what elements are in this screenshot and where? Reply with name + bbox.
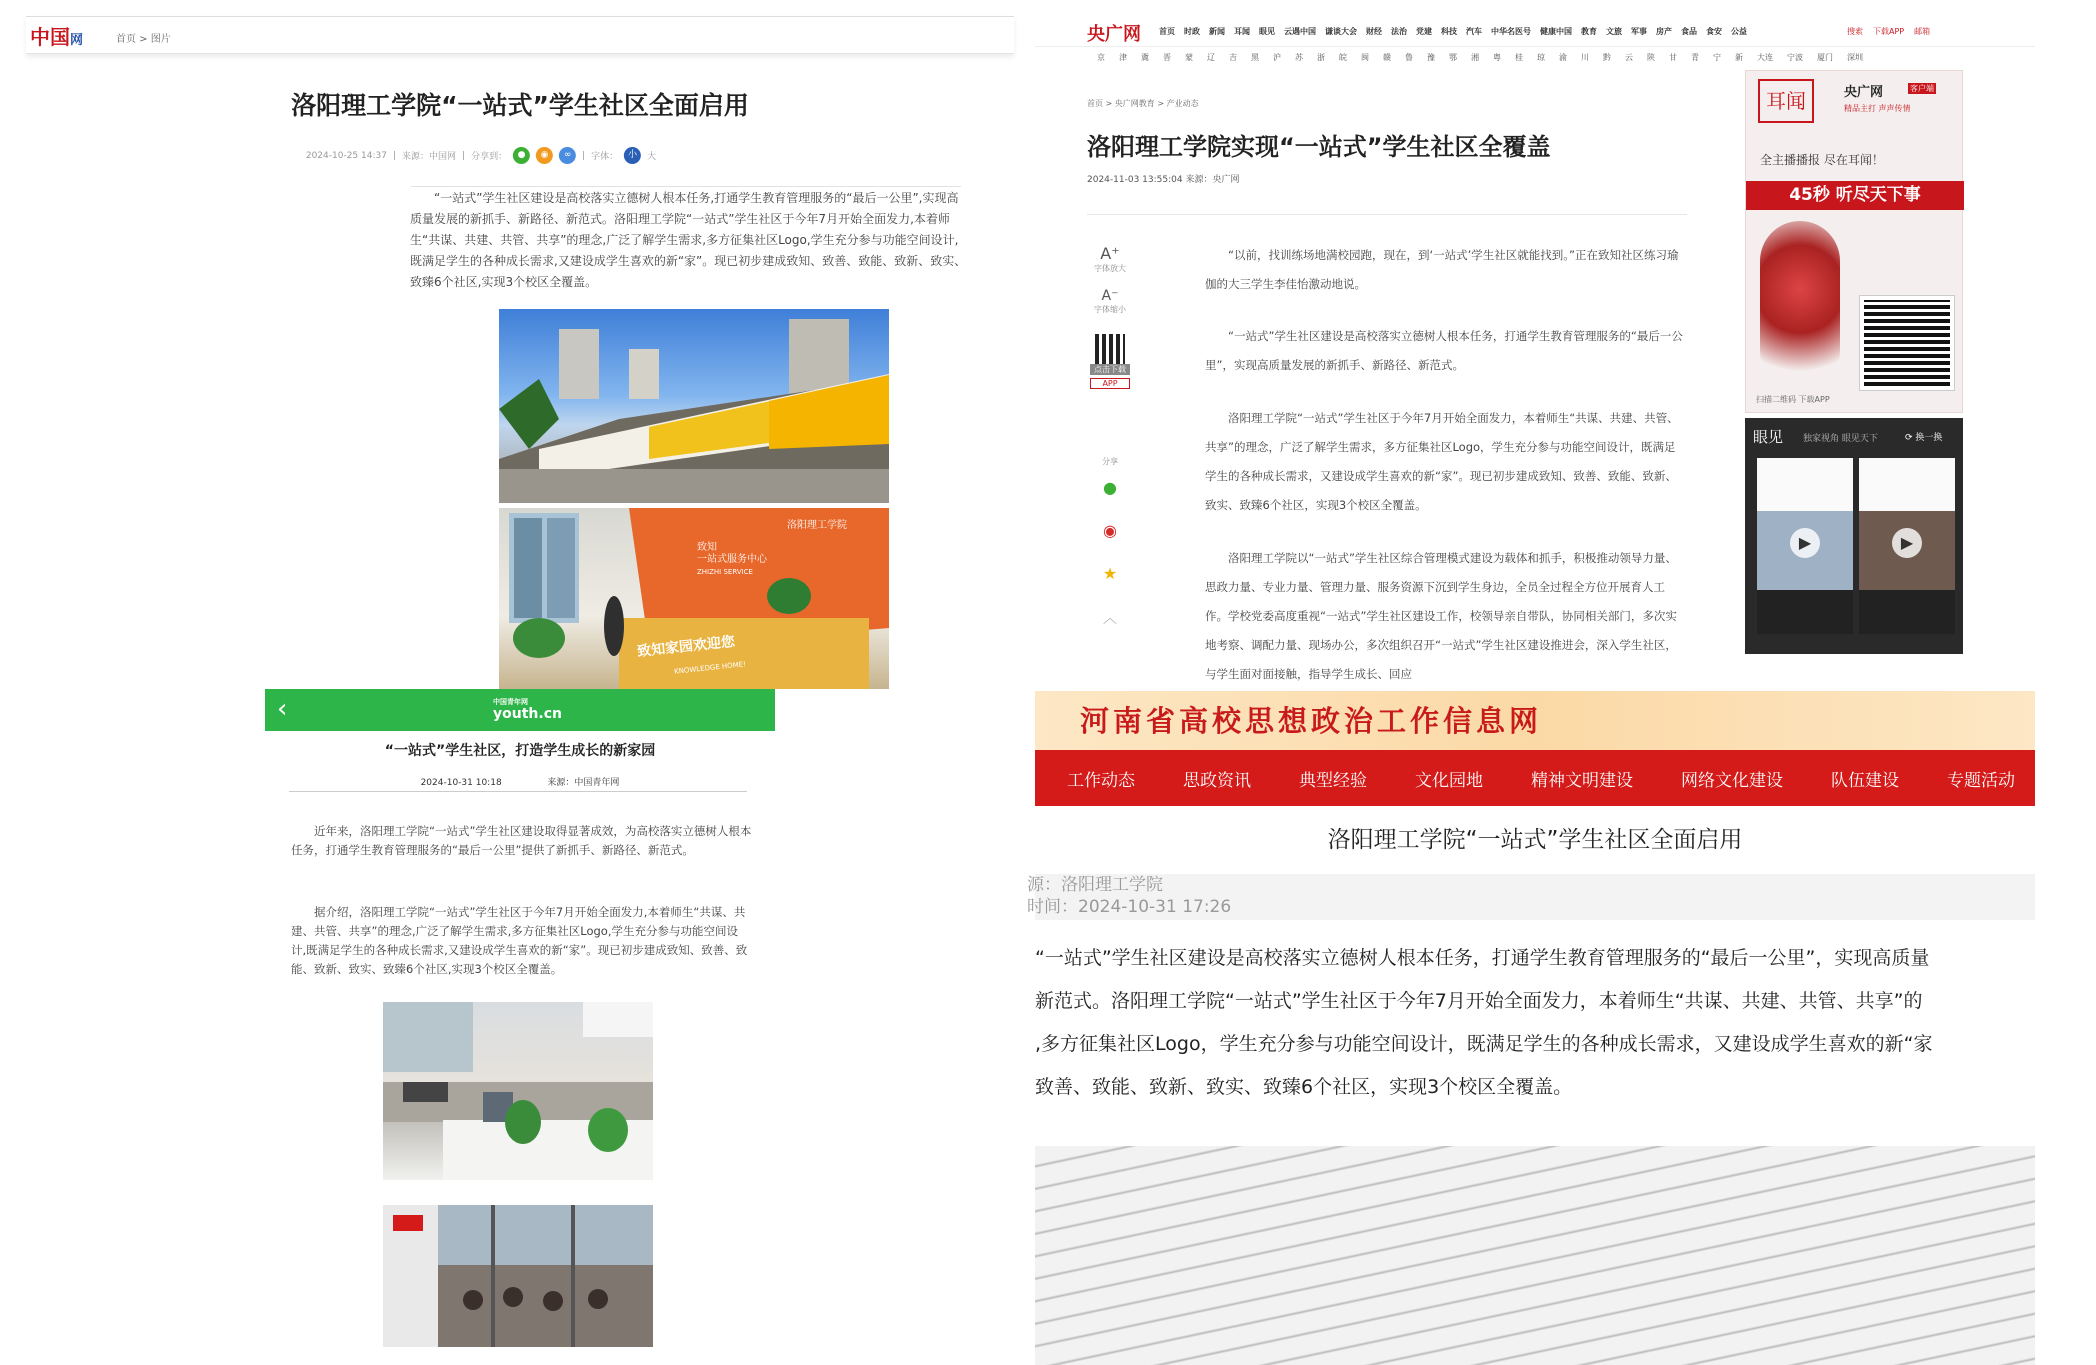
province-link[interactable]: 京 bbox=[1097, 53, 1105, 62]
article-source: 来源：央广网 bbox=[1185, 175, 1240, 185]
nav-item[interactable]: 典型经验 bbox=[1299, 770, 1367, 791]
nav-item[interactable]: 云遇中国 bbox=[1284, 27, 1316, 36]
province-link[interactable]: 冀 bbox=[1141, 53, 1149, 62]
nav-item[interactable]: 教育 bbox=[1581, 27, 1597, 36]
province-link[interactable]: 吉 bbox=[1229, 53, 1237, 62]
nav-item[interactable]: 邮箱 bbox=[1914, 27, 1931, 36]
province-link[interactable]: 晋 bbox=[1163, 53, 1171, 62]
ad-line: 全主播播报 尽在耳闻！ bbox=[1760, 153, 1884, 167]
app-ad-banner[interactable] bbox=[1745, 70, 1963, 413]
nav-item[interactable]: 法治 bbox=[1391, 27, 1407, 36]
article-date: 2024-11-03 13:55:04 bbox=[1087, 175, 1183, 185]
province-link[interactable]: 黑 bbox=[1251, 53, 1259, 62]
qr-code-icon bbox=[1095, 334, 1125, 364]
chinanet-logo[interactable]: 中国网 bbox=[30, 25, 84, 49]
study-room-photo bbox=[383, 1205, 653, 1347]
nav-item[interactable]: 下载APP bbox=[1873, 27, 1905, 36]
campus-building-photo bbox=[499, 309, 889, 503]
province-link[interactable]: 湘 bbox=[1471, 53, 1479, 62]
welcome-desk-text: 致知家园欢迎您 bbox=[636, 633, 736, 661]
nav-item[interactable]: 军事 bbox=[1631, 27, 1647, 36]
article-paragraph-1: “以前，找训练场地满校园跑，现在，到‘一站式’学生社区就能找到。”正在致知社区练习瑜伽的大三学生李佳怡激动地说。 bbox=[1205, 248, 1679, 291]
province-link[interactable]: 皖 bbox=[1339, 53, 1347, 62]
nav-item[interactable]: 队伍建设 bbox=[1831, 770, 1899, 791]
refresh-button[interactable]: ⟳ 换一换 bbox=[1905, 433, 1943, 443]
font-enlarge-button[interactable]: A⁺ 字体放大 bbox=[1094, 244, 1126, 273]
community-lounge-photo bbox=[383, 1002, 653, 1180]
nav-item[interactable]: 思政资讯 bbox=[1183, 770, 1251, 791]
divider bbox=[289, 791, 747, 792]
article-paragraph: “一站式”学生社区建设是高校落实立德树人根本任务,打通学生教育管理服务的“最后一公里”,实现高质量发展的新抓手、新路径、新范式。洛阳理工学院“一站式”学生社区于今年7月开始全面发力,本着师生“共谋、共建、共管、共享”的理念,广泛了解学生需求,多方征集社区Logo,学生充分参与功能空间设计,既满足学生的各种成长需求,又建设成学生喜欢的新“家”。现已初步建成致知、致善、致能、致新、致实、致臻6个社区,实现3个校区全覆盖。 bbox=[410, 191, 967, 289]
article-line: 致善、致能、致新、致实、致臻6个社区，实现3个校区全覆盖。 bbox=[1035, 1076, 1573, 1098]
article-date: 2024-10-31 10:18 bbox=[420, 778, 502, 788]
font-size-label: 字体： bbox=[591, 152, 619, 162]
province-link[interactable]: 鄂 bbox=[1449, 53, 1457, 62]
province-link[interactable]: 闽 bbox=[1361, 53, 1369, 62]
nav-item[interactable]: 网络文化建设 bbox=[1681, 770, 1783, 791]
henan-main-nav bbox=[1035, 750, 2080, 806]
play-icon[interactable]: ▶ bbox=[1790, 528, 1820, 558]
wechat-share-icon[interactable]: ● bbox=[513, 147, 530, 164]
breadcrumb[interactable]: 首页 > 央广网教育 > 产业动态 bbox=[1087, 99, 1199, 108]
back-arrow-icon[interactable]: ‹ bbox=[277, 694, 288, 724]
nav-item[interactable]: 首页 bbox=[1159, 27, 1175, 36]
nav-item[interactable]: 中华名医号 bbox=[1491, 27, 1531, 36]
nav-item[interactable]: 食品 bbox=[1681, 27, 1697, 36]
play-icon[interactable]: ▶ bbox=[1892, 528, 1922, 558]
nav-item[interactable]: 食安 bbox=[1706, 27, 1722, 36]
divider bbox=[1087, 214, 1687, 215]
province-link[interactable]: 陕 bbox=[1647, 53, 1655, 62]
province-link[interactable]: 桂 bbox=[1515, 53, 1523, 62]
nav-item[interactable]: 新闻 bbox=[1209, 27, 1225, 36]
nav-item[interactable]: 公益 bbox=[1731, 27, 1747, 36]
article-title: 洛阳理工学院实现“一站式”学生社区全覆盖 bbox=[1087, 133, 1551, 161]
article-paragraph-2: “一站式”学生社区建设是高校落实立德树人根本任务，打通学生教育管理服务的“最后一公里”，实现高质量发展的新抓手、新路径、新范式。 bbox=[1205, 329, 1683, 372]
article-meta bbox=[265, 775, 775, 788]
article-meta: 2024-10-25 14:37 | 来源：中国网 | 分享到： ● ◉ ∞ | 字体： 小 大 bbox=[306, 147, 656, 164]
youth-header bbox=[265, 689, 775, 731]
share-label: 分享 bbox=[1102, 457, 1118, 466]
province-link[interactable]: 琼 bbox=[1537, 53, 1545, 62]
province-link[interactable]: 新 bbox=[1735, 53, 1743, 62]
scroll-top-icon[interactable]: ︿ bbox=[1103, 611, 1117, 627]
nav-item[interactable]: 耳闻 bbox=[1234, 27, 1250, 36]
nav-item[interactable]: 专题活动 bbox=[1947, 770, 2015, 791]
video-widget bbox=[1745, 418, 1963, 654]
province-link[interactable]: 青 bbox=[1691, 53, 1699, 62]
article-title: 洛阳理工学院“一站式”学生社区全面启用 bbox=[291, 91, 749, 120]
nav-item[interactable]: 党建 bbox=[1416, 27, 1432, 36]
wechat-share-icon[interactable]: ● bbox=[1103, 478, 1117, 497]
app-download-button[interactable]: 点击下载 APP bbox=[1090, 334, 1130, 389]
province-link[interactable]: 宁波 bbox=[1787, 53, 1803, 62]
site-banner-title: 河南省高校思想政治工作信息网 bbox=[1080, 704, 1543, 738]
henan-article-panel bbox=[1027, 691, 2080, 1365]
province-link[interactable]: 沪 bbox=[1273, 53, 1281, 62]
article-line: 新范式。洛阳理工学院“一站式”学生社区于今年7月开始全面发力，本着师生“共谋、共建、共管、共享”的 bbox=[1035, 990, 1923, 1012]
ad-brand: 央广网 bbox=[1844, 85, 1884, 100]
province-link[interactable]: 云 bbox=[1625, 53, 1633, 62]
nav-item[interactable]: 文化园地 bbox=[1415, 770, 1483, 791]
article-paragraph-2: 据介绍，洛阳理工学院“一站式”学生社区于今年7月开始全面发力,本着师生“共谋、共建、共管、共享”的理念,广泛了解学生需求,多方征集社区Logo,学生充分参与功能空间设计,既满足学生的各种成长需求,又建设成学生喜欢的新“家”。现已初步建成致知、致善、致能、致新、致实、致臻6个社区,实现3个校区全覆盖。 bbox=[291, 905, 748, 976]
ad-slogan: 精品主打 声声传情 bbox=[1844, 104, 1911, 113]
chinanet-article-panel bbox=[26, 16, 1014, 696]
nav-item[interactable]: 搜索 bbox=[1847, 27, 1863, 36]
article-paragraph-1: 近年来，洛阳理工学院“一站式”学生社区建设取得显著成效，为高校落实立德树人根本任务，打通学生教育管理服务的“最后一公里”提供了新抓手、新路径、新范式。 bbox=[291, 824, 752, 857]
font-shrink-button[interactable]: A⁻ 字体缩小 bbox=[1094, 288, 1126, 314]
province-link[interactable]: 浙 bbox=[1317, 53, 1325, 62]
video-widget-subtitle: 独家视角 眼见天下 bbox=[1803, 434, 1878, 444]
article-source: 源：洛阳理工学院 bbox=[1027, 875, 1163, 895]
link-share-icon[interactable]: ∞ bbox=[559, 147, 576, 164]
nav-item[interactable]: 文旅 bbox=[1606, 27, 1622, 36]
weibo-share-icon[interactable]: ◉ bbox=[1103, 521, 1117, 540]
cnr-top-nav-right bbox=[1847, 26, 1930, 37]
chinanet-header bbox=[26, 16, 1014, 54]
youth-logo[interactable]: 中国青年网 youth.cn bbox=[493, 698, 562, 722]
nav-item[interactable]: 健康中国 bbox=[1540, 27, 1572, 36]
font-large-button[interactable]: 大 bbox=[647, 152, 657, 162]
favorite-star-icon[interactable]: ★ bbox=[1102, 564, 1118, 583]
breadcrumb[interactable]: 首页 > 图片 bbox=[116, 34, 171, 45]
province-link[interactable]: 赣 bbox=[1383, 53, 1391, 62]
building-illustration bbox=[499, 309, 889, 503]
nav-item[interactable]: 科技 bbox=[1441, 27, 1457, 36]
article-paragraph-4: 洛阳理工学院以“一站式”学生社区综合管理模式建设为载体和抓手，积极推动领导力量、思政力量、专业力量、管理力量、服务资源下沉到学生身边，全员全过程全方位开展育人工作。学校党委高度重视“一站式”学生社区建设工作，校领导亲自带队，协同相关部门，多次实地考察、调配力量、现场办公，多次组织召开“一站式”学生社区建设推进会，深入学生社区，与学生面对面接触，指导学生成长、回应 bbox=[1205, 551, 1677, 681]
youth-article-panel bbox=[265, 689, 775, 1365]
nav-item[interactable]: 时政 bbox=[1184, 27, 1200, 36]
province-link[interactable]: 蒙 bbox=[1185, 53, 1193, 62]
article-meta bbox=[1027, 874, 2035, 920]
province-link[interactable]: 宁 bbox=[1713, 53, 1721, 62]
welcome-desk-en: KNOWLEDGE HOME! bbox=[673, 660, 747, 676]
province-link[interactable]: 渝 bbox=[1559, 53, 1567, 62]
cnr-logo[interactable]: 央广网 bbox=[1087, 24, 1141, 45]
ad-badge: 客户端 bbox=[1910, 84, 1934, 93]
service-sign: 致知 一站式服务中心 bbox=[697, 542, 767, 565]
qr-code-icon bbox=[1860, 296, 1954, 390]
ad-headline: 45秒 听尽天下事 bbox=[1746, 181, 1964, 210]
article-time: 时间：2024-10-31 17:26 bbox=[1027, 897, 1232, 917]
article-source: 来源：中国网 bbox=[402, 152, 457, 162]
service-center-photo bbox=[499, 508, 889, 689]
ceiling-photo bbox=[1035, 1146, 2035, 1365]
province-link[interactable]: 苏 bbox=[1295, 53, 1303, 62]
font-small-button[interactable]: 小 bbox=[624, 147, 641, 164]
divider bbox=[1035, 46, 2035, 47]
service-sign-en: ZHIZHI SERVICE bbox=[697, 568, 753, 576]
video-widget-title: 眼见 bbox=[1753, 428, 1784, 446]
nav-item[interactable]: 汽车 bbox=[1466, 27, 1482, 36]
article-date: 2024-10-25 14:37 bbox=[305, 150, 387, 161]
province-link[interactable]: 辽 bbox=[1207, 53, 1215, 62]
province-link[interactable]: 粤 bbox=[1493, 53, 1501, 62]
province-nav bbox=[1097, 52, 1863, 63]
article-source: 来源：中国青年网 bbox=[547, 778, 620, 788]
video-card[interactable] bbox=[1757, 458, 1853, 634]
ad-qr-caption: 扫描二维码 下载APP bbox=[1756, 395, 1830, 404]
nav-item[interactable]: 精神文明建设 bbox=[1531, 770, 1633, 791]
nav-item[interactable]: 房产 bbox=[1656, 27, 1672, 36]
share-label: 分享到： bbox=[471, 152, 508, 162]
cnr-article-panel bbox=[1035, 16, 2035, 690]
province-link[interactable]: 豫 bbox=[1427, 53, 1435, 62]
province-link[interactable]: 大连 bbox=[1757, 53, 1773, 62]
article-title: 洛阳理工学院“一站式”学生社区全面启用 bbox=[1327, 827, 1743, 853]
article-title: “一站式”学生社区，打造学生成长的新家园 bbox=[384, 743, 656, 759]
nav-item[interactable]: 思 bbox=[2063, 770, 2080, 791]
service-center-illustration bbox=[499, 508, 889, 689]
divider bbox=[411, 186, 961, 187]
ad-logo: 耳闻 bbox=[1758, 79, 1814, 123]
province-link[interactable]: 鲁 bbox=[1405, 53, 1413, 62]
province-link[interactable]: 川 bbox=[1581, 53, 1589, 62]
nav-item[interactable]: 谦谈大会 bbox=[1325, 27, 1357, 36]
microphone-graphic bbox=[1760, 221, 1840, 391]
weibo-share-icon[interactable]: ◉ bbox=[536, 147, 553, 164]
nav-item[interactable]: 工作动态 bbox=[1067, 770, 1135, 791]
article-meta bbox=[1087, 172, 1239, 185]
article-line: ,多方征集社区Logo，学生充分参与功能空间设计，既满足学生的各种成长需求，又建设成学生喜欢的新“家 bbox=[1035, 1033, 1933, 1055]
province-link[interactable]: 厦门 bbox=[1817, 53, 1833, 62]
article-line: “一站式”学生社区建设是高校落实立德树人根本任务，打通学生教育管理服务的“最后一公里”，实现高质量 bbox=[1035, 947, 1930, 969]
province-link[interactable]: 甘 bbox=[1669, 53, 1677, 62]
cnr-top-nav bbox=[1159, 26, 1747, 37]
nav-item[interactable]: 眼见 bbox=[1259, 27, 1275, 36]
province-link[interactable]: 黔 bbox=[1603, 53, 1611, 62]
lounge-illustration bbox=[383, 1002, 653, 1180]
study-room-illustration bbox=[383, 1205, 653, 1347]
province-link[interactable]: 津 bbox=[1119, 53, 1127, 62]
article-paragraph-3: 洛阳理工学院“一站式”学生社区于今年7月开始全面发力，本着师生“共谋、共建、共管、共享”的理念，广泛了解学生需求，多方征集社区Logo，学生充分参与功能空间设计，既满足学生的各种成长需求，又建设成学生喜欢的新“家”。现已初步建成致知、致善、致能、致新、致实、致臻6个社区，实现3个校区全覆盖。 bbox=[1205, 411, 1679, 512]
nav-item[interactable]: 财经 bbox=[1366, 27, 1382, 36]
site-banner bbox=[1035, 691, 2035, 750]
school-sign: 洛阳理工学院 bbox=[787, 520, 847, 531]
video-card[interactable] bbox=[1859, 458, 1955, 634]
province-link[interactable]: 深圳 bbox=[1847, 53, 1863, 62]
